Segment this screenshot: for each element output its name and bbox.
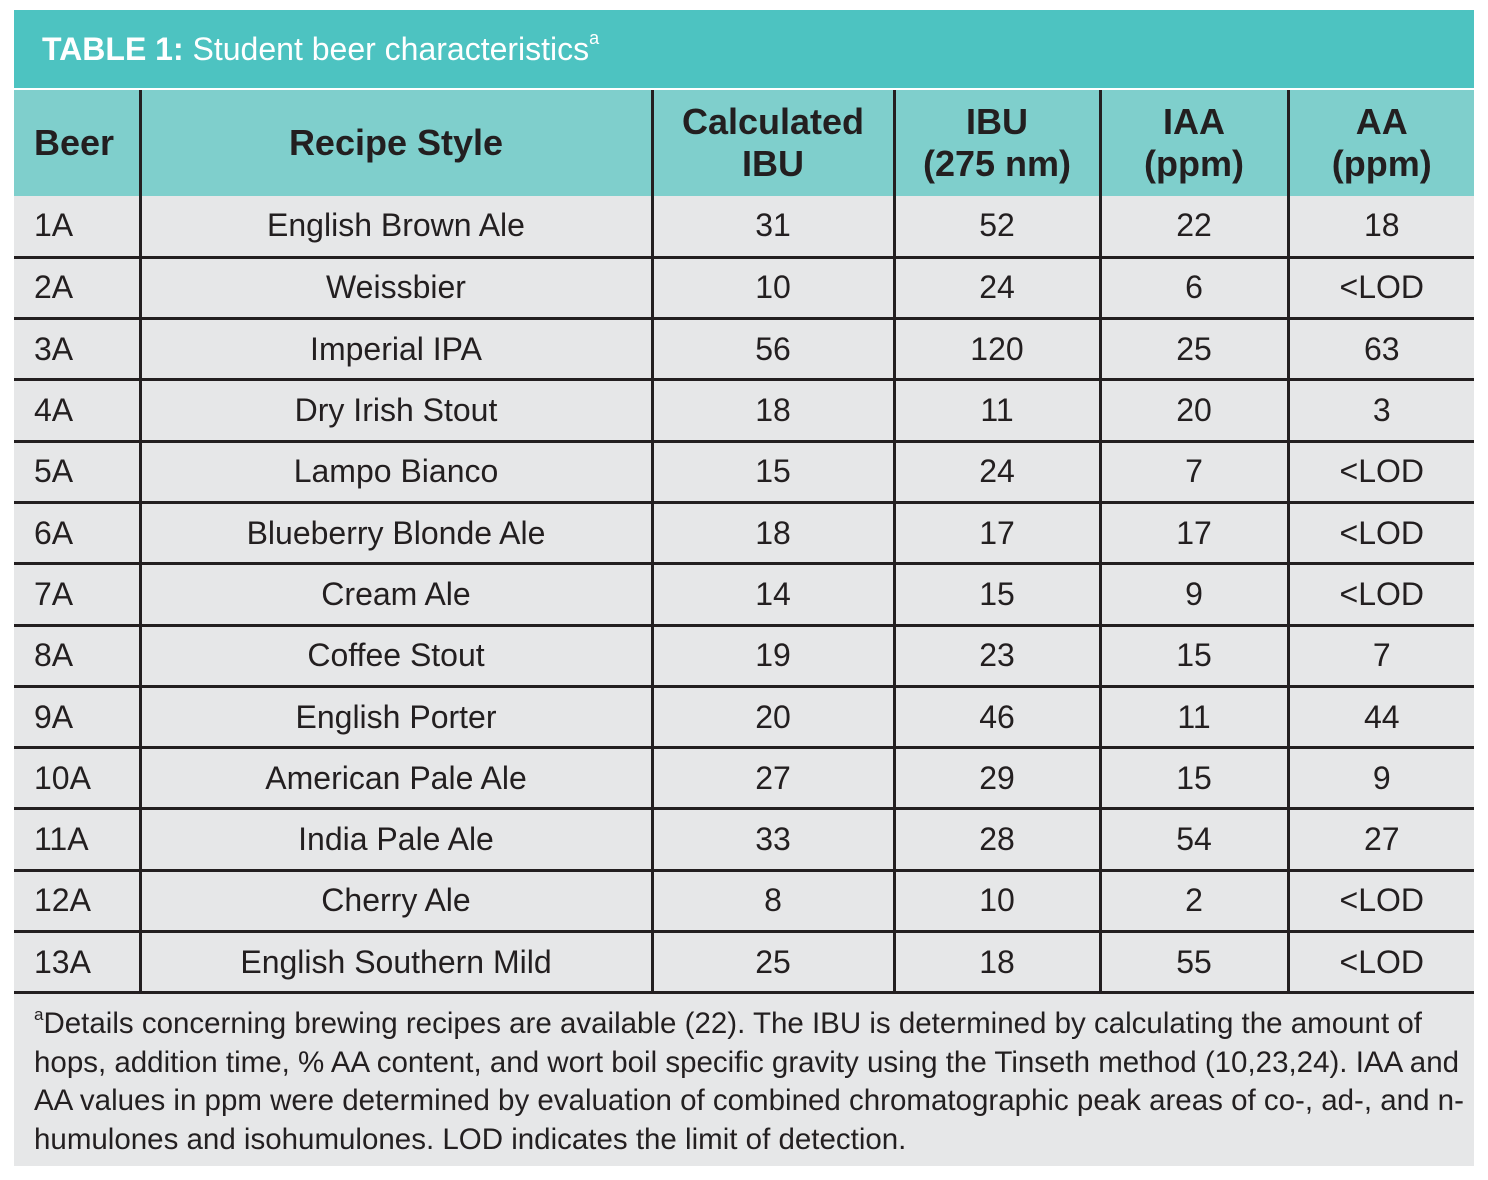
- column-header-ibu-275nm: IBU (275 nm): [894, 90, 1100, 196]
- cell-iaa: 54: [1100, 809, 1288, 870]
- cell-calculated-ibu: 27: [652, 748, 894, 809]
- cell-calculated-ibu: 31: [652, 196, 894, 257]
- cell-beer: 9A: [14, 686, 140, 747]
- cell-ibu-275nm: 24: [894, 441, 1100, 502]
- cell-ibu-275nm: 28: [894, 809, 1100, 870]
- cell-ibu-275nm: 24: [894, 257, 1100, 318]
- table-card: [14, 10, 1474, 1166]
- cell-recipe-style: Imperial IPA: [140, 319, 652, 380]
- cell-aa: 63: [1288, 319, 1474, 380]
- cell-ibu-275nm: 52: [894, 196, 1100, 257]
- table-row: [14, 380, 1474, 441]
- cell-recipe-style: English Brown Ale: [140, 196, 652, 257]
- cell-iaa: 7: [1100, 441, 1288, 502]
- cell-aa: <LOD: [1288, 564, 1474, 625]
- cell-ibu-275nm: 11: [894, 380, 1100, 441]
- cell-aa: 27: [1288, 809, 1474, 870]
- cell-recipe-style: Cherry Ale: [140, 870, 652, 931]
- table-title: [14, 10, 1474, 88]
- cell-recipe-style: Weissbier: [140, 257, 652, 318]
- table-row: [14, 196, 1474, 257]
- cell-recipe-style: Blueberry Blonde Ale: [140, 502, 652, 563]
- cell-ibu-275nm: 46: [894, 686, 1100, 747]
- cell-beer: 13A: [14, 932, 140, 993]
- cell-aa: <LOD: [1288, 870, 1474, 931]
- column-header-aa: AA (ppm): [1288, 90, 1474, 196]
- table-row: [14, 809, 1474, 870]
- column-header-recipe-style: Recipe Style: [140, 90, 652, 196]
- cell-aa: 9: [1288, 748, 1474, 809]
- cell-calculated-ibu: 10: [652, 257, 894, 318]
- table-title-superscript: a: [589, 28, 600, 49]
- cell-ibu-275nm: 18: [894, 932, 1100, 993]
- cell-beer: 11A: [14, 809, 140, 870]
- cell-ibu-275nm: 120: [894, 319, 1100, 380]
- cell-calculated-ibu: 18: [652, 380, 894, 441]
- footnote-text: Details concerning brewing recipes are available (22). The IBU is determined by calculating the amount of hops, addition time, % AA content, and wort boil specific gravity using the Tinseth method (10,23,24). IAA and AA values in ppm were determined by evaluation of combined chromatographic peak areas of co-, ad-, and n-humulones and isohumulones. LOD indicates the limit of detection.: [34, 1007, 1464, 1156]
- cell-ibu-275nm: 10: [894, 870, 1100, 931]
- cell-calculated-ibu: 20: [652, 686, 894, 747]
- cell-recipe-style: India Pale Ale: [140, 809, 652, 870]
- table-row: [14, 625, 1474, 686]
- cell-recipe-style: Dry Irish Stout: [140, 380, 652, 441]
- cell-iaa: 2: [1100, 870, 1288, 931]
- table-row: [14, 748, 1474, 809]
- cell-iaa: 22: [1100, 196, 1288, 257]
- cell-iaa: 55: [1100, 932, 1288, 993]
- table-row: [14, 257, 1474, 318]
- cell-iaa: 9: [1100, 564, 1288, 625]
- cell-ibu-275nm: 29: [894, 748, 1100, 809]
- column-header-iaa: IAA (ppm): [1100, 90, 1288, 196]
- cell-ibu-275nm: 17: [894, 502, 1100, 563]
- cell-beer: 8A: [14, 625, 140, 686]
- cell-ibu-275nm: 23: [894, 625, 1100, 686]
- cell-beer: 5A: [14, 441, 140, 502]
- cell-recipe-style: English Southern Mild: [140, 932, 652, 993]
- table-row: [14, 441, 1474, 502]
- cell-beer: 2A: [14, 257, 140, 318]
- cell-recipe-style: American Pale Ale: [140, 748, 652, 809]
- table-row: [14, 319, 1474, 380]
- cell-recipe-style: Coffee Stout: [140, 625, 652, 686]
- cell-aa: <LOD: [1288, 257, 1474, 318]
- table-row: [14, 686, 1474, 747]
- footnote-marker: a: [34, 1005, 44, 1025]
- cell-aa: 44: [1288, 686, 1474, 747]
- cell-recipe-style: Lampo Bianco: [140, 441, 652, 502]
- cell-calculated-ibu: 56: [652, 319, 894, 380]
- column-header-calculated-ibu: Calculated IBU: [652, 90, 894, 196]
- cell-calculated-ibu: 19: [652, 625, 894, 686]
- table-row: [14, 564, 1474, 625]
- table-row: [14, 870, 1474, 931]
- table-title-label: TABLE 1:: [42, 31, 184, 67]
- cell-aa: 7: [1288, 625, 1474, 686]
- beer-characteristics-table: [14, 90, 1474, 994]
- cell-iaa: 11: [1100, 686, 1288, 747]
- table-body: [14, 196, 1474, 993]
- cell-ibu-275nm: 15: [894, 564, 1100, 625]
- table-title-text: Student beer characteristics: [192, 31, 590, 67]
- cell-calculated-ibu: 14: [652, 564, 894, 625]
- cell-aa: <LOD: [1288, 502, 1474, 563]
- table-footnote: [34, 1005, 1464, 1159]
- cell-calculated-ibu: 8: [652, 870, 894, 931]
- cell-calculated-ibu: 33: [652, 809, 894, 870]
- cell-recipe-style: English Porter: [140, 686, 652, 747]
- cell-aa: 18: [1288, 196, 1474, 257]
- table-row: [14, 502, 1474, 563]
- cell-beer: 4A: [14, 380, 140, 441]
- cell-calculated-ibu: 18: [652, 502, 894, 563]
- cell-iaa: 6: [1100, 257, 1288, 318]
- cell-beer: 7A: [14, 564, 140, 625]
- cell-iaa: 25: [1100, 319, 1288, 380]
- cell-iaa: 20: [1100, 380, 1288, 441]
- cell-recipe-style: Cream Ale: [140, 564, 652, 625]
- cell-beer: 12A: [14, 870, 140, 931]
- cell-beer: 1A: [14, 196, 140, 257]
- table-row: [14, 932, 1474, 993]
- column-header-beer: Beer: [34, 122, 115, 163]
- cell-beer: 3A: [14, 319, 140, 380]
- cell-aa: <LOD: [1288, 441, 1474, 502]
- table-header-row: [14, 90, 1474, 196]
- cell-iaa: 15: [1100, 748, 1288, 809]
- cell-iaa: 17: [1100, 502, 1288, 563]
- cell-calculated-ibu: 25: [652, 932, 894, 993]
- cell-beer: 10A: [14, 748, 140, 809]
- cell-beer: 6A: [14, 502, 140, 563]
- cell-aa: 3: [1288, 380, 1474, 441]
- cell-iaa: 15: [1100, 625, 1288, 686]
- cell-aa: <LOD: [1288, 932, 1474, 993]
- cell-calculated-ibu: 15: [652, 441, 894, 502]
